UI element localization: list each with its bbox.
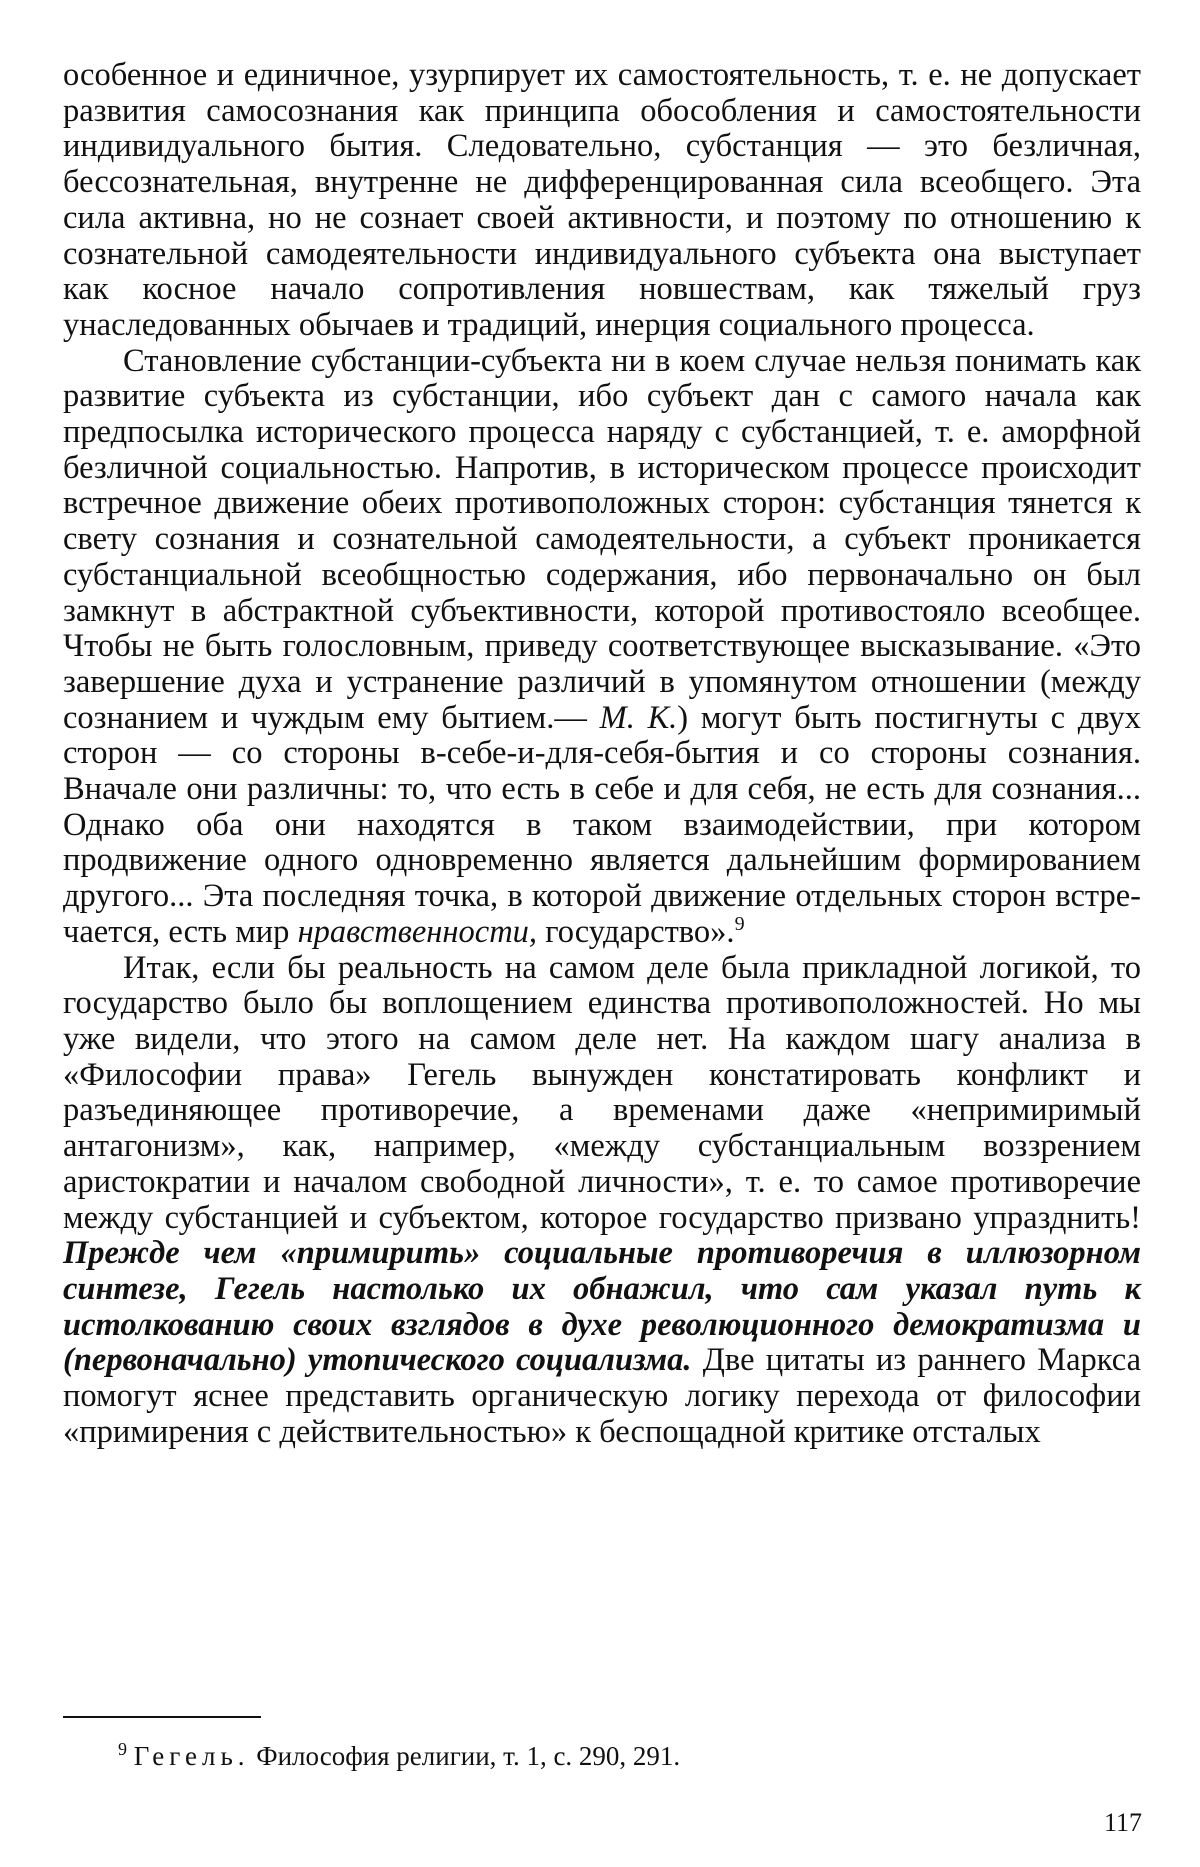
paragraph-2-text-c: государство».: [537, 913, 735, 950]
paragraph-1-text: особенное и единичное, узурпирует их самостоятельность, т. е. не допускает развития самосознания как принципа обособления и самостоятельности индивидуального бытия. Следовательно, субстанция — это безличная, бессознательная, внутренне не дифференцированная сила всеобщего. Эта сила активна, но не сознает своей активности, и поэтому по отношению к сознательной самодеятельности индивидуального субъекта она выступает как косное начало сопротивления новшествам, как тяжелый груз унаследованных обычаев и традиций, инерция социального процесса.: [63, 57, 1141, 343]
paragraph-3: [63, 951, 1141, 1451]
editor-initials: М. К.: [599, 699, 678, 736]
footnote-text: Философия религии, т. 1, с. 290, 291.: [249, 1741, 681, 1771]
page-number: 117: [1104, 1808, 1143, 1837]
paragraph-2-text-b: ) могут быть постигнуты с двух сторон — со стороны в-себе-и-для-себя-бытия и со стороны сознания. Вначале они различны: то, что есть в себе и для себя, не есть для сознания... Однако оба они находятся в таком взаимодействии, при котором продвижение одного одновременно является дальнейшим формированием другого... Эта последняя точка, в которой движение отдельных сторон встречается, есть мир: [63, 699, 1142, 950]
emphasis-passage: Прежде чем «примирить» социальные противоречия в иллюзорном синтезе, Гегель настолько их обнажил, что сам указал путь к истолкованию своих взглядов в духе революционного демократизма и (первоначально) утопического социализма.: [63, 1235, 1141, 1379]
footnote-divider: [63, 1716, 261, 1718]
footnote-author: Гегель.: [133, 1741, 250, 1771]
paragraph-2: [63, 344, 1141, 951]
paragraph-3-text-b: Две цитаты из раннего Маркса помогут яснее представить органическую логику перехода от философии «примирения с действительностью» к беспощадной критике отсталых: [63, 1342, 1141, 1450]
paragraph-1: [63, 58, 1141, 344]
paragraph-2-text-a: Становление субстанции-субъекта ни в коем случае нельзя понимать как развитие субъекта из субстанции, ибо субъект дан с самого начала как предпосылка исторического процесса наряду с субстанцией, т. е. аморфной безличной социальностью. Напротив, в историческом процессе происходит встречное движение обеих противоположных сторон: субстанция тянется к свету сознания и сознательной самодеятельности, а субъект проникается субстанциальной всеобщностью содержания, ибо первоначально он был замкнут в абстрактной субъективности, которой противостояло всеобщее. Чтобы не быть голословным, приведу соответствующее высказывание. «Это завершение духа и устранение различий в упомянутом отношении (между сознанием и чуждым ему бытием.—: [63, 342, 1141, 736]
emphasis-morality: нравственности,: [297, 913, 538, 950]
footnote: [118, 1740, 680, 1772]
page-body: [63, 58, 1141, 1450]
footnote-marker: 9: [118, 1739, 127, 1759]
paragraph-3-text-a: Итак, если бы реальность на самом деле была прикладной логикой, то государство было бы воплощением единства противоположностей. Но мы уже видели, что этого на самом деле нет. На каждом шагу анализа в «Философии права» Гегель вынужден констатировать конфликт и разъединяющее противоречие, а временами даже «непримиримый антагонизм», как, например, «между субстанциальным воззрением аристократии и началом свободной личности», т. е. то самое противоречие между субстанцией и субъектом, которое государство призвано упразднить!: [63, 949, 1141, 1236]
footnote-reference[interactable]: 9: [734, 913, 745, 936]
